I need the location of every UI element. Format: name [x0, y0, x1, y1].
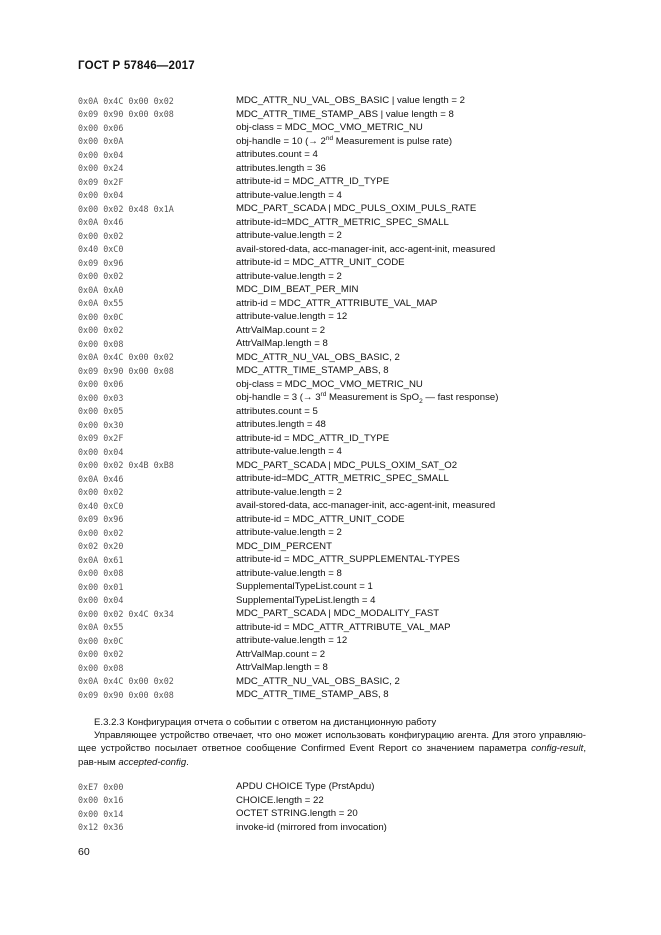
hex-bytes: 0x00 0x02 — [78, 271, 124, 282]
hex-bytes: 0x0A 0x55 — [78, 298, 124, 309]
hex-bytes: 0x40 0xC0 — [78, 244, 124, 255]
description-part: Measurement is SpO — [326, 391, 420, 403]
hex-bytes: 0x00 0x02 0x48 0x1A — [78, 203, 174, 214]
table-row — [78, 780, 598, 794]
field-description — [236, 391, 498, 405]
field-description: MDC_ATTR_TIME_STAMP_ABS | value length = 8 — [236, 108, 454, 120]
hex-bytes: 0x00 0x04 — [78, 446, 124, 457]
description-part: Measurement is pulse rate) — [333, 136, 453, 148]
hex-bytes: 0x00 0x04 — [78, 190, 124, 201]
table-row — [78, 364, 598, 378]
table-row — [78, 229, 598, 243]
section-title: Е.3.2.3 Конфигурация отчета о событии с ответом на дистанционную работу — [94, 717, 437, 728]
hex-bytes: 0x0A 0x4C 0x00 0x02 — [78, 676, 174, 687]
field-description: MDC_DIM_BEAT_PER_MIN — [236, 284, 359, 296]
table-row — [78, 378, 598, 392]
field-description: attribute-id = MDC_ATTR_ID_TYPE — [236, 176, 390, 188]
table-row — [78, 459, 598, 473]
paragraph-emphasis-accepted-config: accepted-config — [118, 756, 187, 768]
table-row — [78, 594, 598, 608]
table-row — [78, 513, 598, 527]
hex-bytes: 0x00 0x24 — [78, 163, 124, 174]
field-description: APDU CHOICE Type (PrstApdu) — [236, 781, 375, 793]
hex-bytes: 0x00 0x06 — [78, 122, 124, 133]
hex-bytes: 0x00 0x02 — [78, 527, 124, 538]
hex-bytes: 0x00 0x30 — [78, 419, 124, 430]
field-description: attribute-value.length = 4 — [236, 446, 342, 458]
field-description: OCTET STRING.length = 20 — [236, 808, 358, 820]
table-row — [78, 661, 598, 675]
description-part: obj-handle = 10 (→ 2 — [236, 136, 326, 148]
hex-bytes: 0x00 0x02 — [78, 649, 124, 660]
description-part: rd — [320, 390, 327, 398]
section-paragraph — [78, 729, 586, 769]
table-row — [78, 256, 598, 270]
hex-bytes: 0x00 0x02 — [78, 230, 124, 241]
hex-bytes: 0x09 0x2F — [78, 176, 124, 187]
field-description: attribute-value.length = 2 — [236, 486, 342, 498]
table-row — [78, 607, 598, 621]
hex-bytes: 0x00 0x05 — [78, 406, 124, 417]
description-part: obj-handle = 3 (→ 3 — [236, 391, 321, 403]
paragraph-text-c: . — [186, 756, 189, 768]
field-description: attribute-value.length = 4 — [236, 189, 342, 201]
table-row — [78, 405, 598, 419]
field-description: attribute-id=MDC_ATTR_METRIC_SPEC_SMALL — [236, 216, 449, 228]
hex-bytes: 0x00 0x04 — [78, 149, 124, 160]
hex-bytes: 0x0A 0x46 — [78, 473, 124, 484]
field-description: SupplementalTypeList.count = 1 — [236, 581, 373, 593]
hex-bytes: 0x00 0x08 — [78, 338, 124, 349]
field-description: CHOICE.length = 22 — [236, 794, 324, 806]
hex-bytes: 0x0A 0xA0 — [78, 284, 124, 295]
hex-bytes: 0x0A 0x46 — [78, 217, 124, 228]
table-row — [78, 216, 598, 230]
table-row — [78, 688, 598, 702]
table-row — [78, 418, 598, 432]
table-row — [78, 162, 598, 176]
hex-bytes: 0x00 0x0C — [78, 635, 124, 646]
table-row — [78, 486, 598, 500]
table-row — [78, 445, 598, 459]
hex-bytes: 0x40 0xC0 — [78, 500, 124, 511]
table-row — [78, 351, 598, 365]
hex-bytes: 0x00 0x02 0x4B 0xB8 — [78, 460, 174, 471]
hex-bytes: 0x00 0x08 — [78, 568, 124, 579]
field-description — [236, 135, 452, 147]
hex-bytes: 0x0A 0x55 — [78, 622, 124, 633]
hex-bytes: 0x00 0x02 0x4C 0x34 — [78, 608, 174, 619]
field-description: avail-stored-data, acc-manager-init, acc-agent-init, measured — [236, 243, 496, 255]
hex-bytes: 0x09 0x90 0x00 0x08 — [78, 689, 174, 700]
field-description: obj-class = MDC_MOC_VMO_METRIC_NU — [236, 122, 423, 134]
hex-bytes: 0x09 0x90 0x00 0x08 — [78, 109, 174, 120]
field-description: attributes.length = 48 — [236, 419, 326, 431]
field-description: MDC_ATTR_NU_VAL_OBS_BASIC, 2 — [236, 675, 400, 687]
hex-bytes: 0x09 0x96 — [78, 514, 124, 525]
hex-bytes: 0x0A 0x4C 0x00 0x02 — [78, 95, 174, 106]
table-row — [78, 202, 598, 216]
field-description: attribute-id = MDC_ATTR_UNIT_CODE — [236, 513, 405, 525]
table-row — [78, 283, 598, 297]
field-description: MDC_ATTR_TIME_STAMP_ABS, 8 — [236, 689, 389, 701]
table-row — [78, 175, 598, 189]
paragraph-text-a: Управляющее устройство отвечает, что оно может использовать конфигурацию агента. Для этого управляю-щее устройство посылает ответное сообщение Confirmed Event Report со значением параметра — [78, 730, 586, 755]
table-row — [78, 675, 598, 689]
field-description: AttrValMap.length = 8 — [236, 338, 328, 350]
hex-bytes: 0x00 0x06 — [78, 379, 124, 390]
hex-bytes: 0x00 0x0C — [78, 311, 124, 322]
hex-bytes: 0x00 0x02 — [78, 487, 124, 498]
hex-bytes: 0x09 0x2F — [78, 433, 124, 444]
table-row — [78, 189, 598, 203]
table-row — [78, 297, 598, 311]
table-row — [78, 499, 598, 513]
document-header: ГОСТ Р 57846—2017 — [78, 60, 195, 72]
hex-dump-table — [78, 94, 598, 702]
description-part: 2 — [419, 397, 423, 405]
field-description: MDC_PART_SCADA | MDC_PULS_OXIM_SAT_O2 — [236, 459, 458, 471]
table-row — [78, 526, 598, 540]
hex-bytes: 0x12 0x36 — [78, 822, 124, 833]
hex-bytes: 0x00 0x03 — [78, 392, 124, 403]
field-description: invoke-id (mirrored from invocation) — [236, 821, 387, 833]
hex-bytes: 0x00 0x08 — [78, 662, 124, 673]
hex-bytes: 0x00 0x0A — [78, 136, 124, 147]
table-row — [78, 621, 598, 635]
field-description: AttrValMap.count = 2 — [236, 648, 326, 660]
field-description: attribute-id = MDC_ATTR_UNIT_CODE — [236, 257, 405, 269]
field-description: MDC_ATTR_NU_VAL_OBS_BASIC | value length = 2 — [236, 95, 466, 107]
field-description: obj-class = MDC_MOC_VMO_METRIC_NU — [236, 378, 423, 390]
table-row — [78, 807, 598, 821]
table-row — [78, 391, 598, 405]
hex-bytes: 0x0A 0x4C 0x00 0x02 — [78, 352, 174, 363]
hex-bytes: 0x00 0x16 — [78, 795, 124, 806]
table-row — [78, 634, 598, 648]
hex-bytes: 0x09 0x90 0x00 0x08 — [78, 365, 174, 376]
table-row — [78, 580, 598, 594]
table-row — [78, 324, 598, 338]
field-description: MDC_PART_SCADA | MDC_MODALITY_FAST — [236, 608, 440, 620]
field-description: SupplementalTypeList.length = 4 — [236, 594, 376, 606]
hex-bytes: 0x00 0x04 — [78, 595, 124, 606]
table-row — [78, 243, 598, 257]
field-description: attribute-value.length = 2 — [236, 230, 342, 242]
hex-bytes: 0x0A 0x61 — [78, 554, 124, 565]
field-description: attribute-id = MDC_ATTR_SUPPLEMENTAL-TYPES — [236, 554, 460, 566]
table-row — [78, 108, 598, 122]
field-description: avail-stored-data, acc-manager-init, acc-agent-init, measured — [236, 500, 496, 512]
paragraph-text-b: , рав-ным — [78, 743, 586, 768]
field-description: MDC_DIM_PERCENT — [236, 540, 332, 552]
field-description: attribute-id = MDC_ATTR_ID_TYPE — [236, 432, 390, 444]
table-row — [78, 567, 598, 581]
table-row — [78, 148, 598, 162]
page-number: 60 — [78, 846, 90, 858]
hex-bytes: 0x00 0x01 — [78, 581, 124, 592]
table-row — [78, 794, 598, 808]
description-part: — fast response) — [422, 391, 499, 403]
hex-bytes: 0x02 0x20 — [78, 541, 124, 552]
table-row — [78, 821, 598, 835]
field-description: attributes.count = 4 — [236, 149, 318, 161]
paragraph-emphasis-config-result: config-result — [531, 743, 584, 755]
apdu-hex-table — [78, 780, 598, 834]
description-part: nd — [325, 135, 334, 143]
field-description: MDC_PART_SCADA | MDC_PULS_OXIM_PULS_RATE — [236, 203, 477, 215]
field-description: attribute-id = MDC_ATTR_ATTRIBUTE_VAL_MAP — [236, 621, 451, 633]
field-description: attribute-value.length = 2 — [236, 270, 342, 282]
field-description: MDC_ATTR_NU_VAL_OBS_BASIC, 2 — [236, 351, 400, 363]
field-description: AttrValMap.length = 8 — [236, 662, 328, 674]
table-row — [78, 310, 598, 324]
hex-bytes: 0x00 0x14 — [78, 808, 124, 819]
table-row — [78, 337, 598, 351]
table-row — [78, 648, 598, 662]
table-row — [78, 135, 598, 149]
table-row — [78, 472, 598, 486]
table-row — [78, 270, 598, 284]
field-description: attribute-value.length = 12 — [236, 311, 348, 323]
hex-bytes: 0x09 0x96 — [78, 257, 124, 268]
table-row — [78, 432, 598, 446]
field-description: attributes.count = 5 — [236, 405, 318, 417]
hex-bytes: 0x00 0x02 — [78, 325, 124, 336]
field-description: attribute-value.length = 2 — [236, 527, 342, 539]
table-row — [78, 553, 598, 567]
table-row — [78, 121, 598, 135]
field-description: attribute-value.length = 12 — [236, 635, 348, 647]
field-description: attribute-id=MDC_ATTR_METRIC_SPEC_SMALL — [236, 473, 449, 485]
table-row — [78, 540, 598, 554]
field-description: MDC_ATTR_TIME_STAMP_ABS, 8 — [236, 365, 389, 377]
table-row — [78, 94, 598, 108]
field-description: attrib-id = MDC_ATTR_ATTRIBUTE_VAL_MAP — [236, 297, 438, 309]
field-description: attribute-value.length = 8 — [236, 567, 342, 579]
field-description: attributes.length = 36 — [236, 162, 326, 174]
hex-bytes: 0xE7 0x00 — [78, 781, 124, 792]
field-description: AttrValMap.count = 2 — [236, 324, 326, 336]
